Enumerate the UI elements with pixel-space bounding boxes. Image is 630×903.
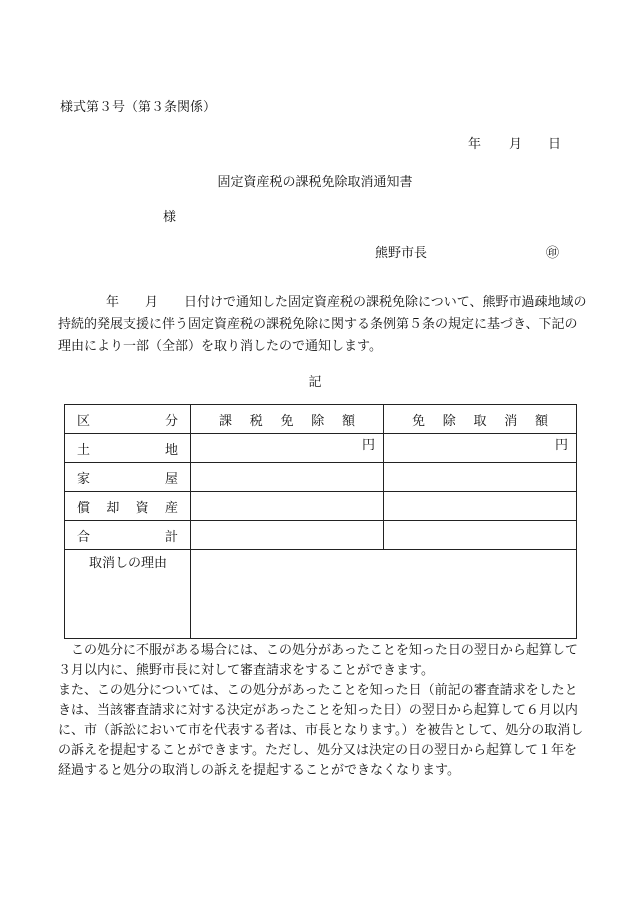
sender-name: 熊野市長 [375,246,428,261]
row-label: 合計 [65,521,191,550]
row-label: 土地 [65,434,191,463]
reason-label: 取消しの理由 [65,550,191,639]
notes [58,641,588,781]
table-header-row [65,405,577,434]
row-revoked-cell [384,463,577,492]
header-exempt-amount: 課税免除額 [191,405,384,434]
row-exempt-cell [191,521,384,550]
row-label: 償却資産 [65,492,191,521]
table-row [65,434,577,463]
table-row [65,521,577,550]
note-lawsuit: また、この処分については、この処分があったことを知った日（前記の審査請求をしたときは、当該審査請求に対する決定があったことを知った日）の翌日から起算して６月以内に、市（訴訟において市を代表する者は、市長となります。）を被告として、処分の取消しの訴えを提起することができます。ただし、処分又は決定の日の翌日から起算して１年を経過すると処分の取消しの訴えを提起することができなくなります。 [58,683,584,778]
row-exempt-cell: 円 [191,434,384,463]
reason-row [65,550,577,639]
row-revoked-cell: 円 [384,434,577,463]
row-exempt-cell [191,463,384,492]
seal-mark: ㊞ [546,246,560,261]
table-row [65,492,577,521]
reason-field[interactable] [191,550,577,639]
row-label: 家屋 [65,463,191,492]
date-day: 日 [548,137,562,152]
table-row [65,463,577,492]
date-month: 月 [509,137,523,152]
note-appeal: この処分に不服がある場合には、この処分があったことを知った日の翌日から起算して３月以内に、熊野市長に対して審査請求をすることができます。 [58,643,578,678]
row-exempt-cell [191,492,384,521]
form-number: 様式第３号（第３条関係） [60,100,217,115]
body-text: 年 月 日付けで通知した固定資産税の課税免除について、熊野市過疎地域の持続的発展支援に伴う固定資産税の課税免除に関する条例第５条の規定に基づき、下記の理由により一部（全部）を取り消したので通知します。 [58,295,587,354]
header-category: 区分 [65,405,191,434]
row-revoked-cell [384,492,577,521]
date-year: 年 [468,137,482,152]
recipient-honorific: 様 [163,210,177,225]
ki-heading: 記 [308,375,322,390]
exemption-table [64,404,577,639]
row-revoked-cell [384,521,577,550]
document-title: 固定資産税の課税免除取消通知書 [217,175,413,190]
header-revoked-amount: 免除取消額 [384,405,577,434]
